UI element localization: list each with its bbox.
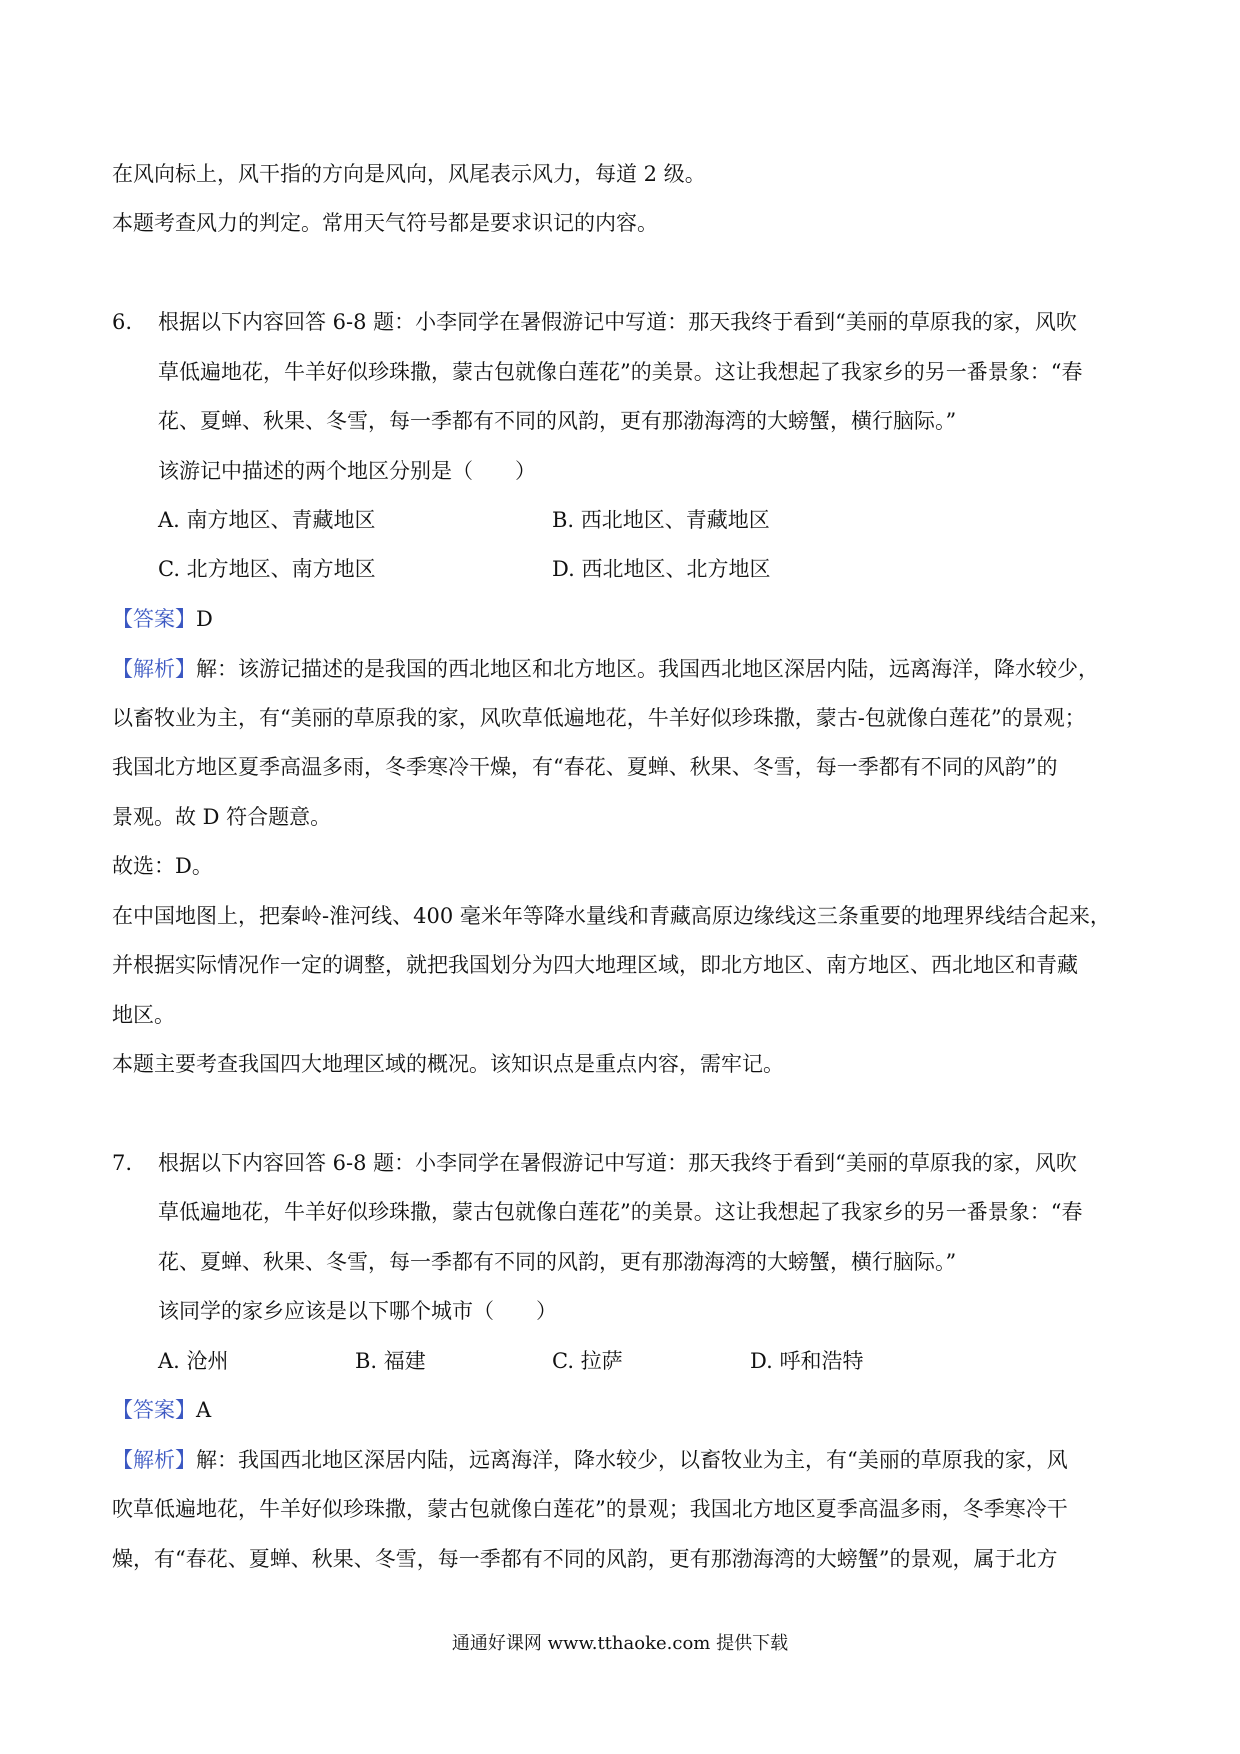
question-stem-line: 草低遍地花，牛羊好似珍珠撒，蒙古包就像白莲花”的美景。这让我想起了我家乡的另一番景象：“春 xyxy=(158,360,1083,384)
option-a: A. 沧州 xyxy=(158,1349,229,1373)
answer-line xyxy=(112,604,213,634)
question-stem-line: 草低遍地花，牛羊好似珍珠撒，蒙古包就像白莲花”的美景。这让我想起了我家乡的另一番景象：“春 xyxy=(158,1200,1083,1224)
question-number: 6. xyxy=(112,310,133,334)
answer-value: D xyxy=(196,607,213,631)
analysis-label: 【解析】 xyxy=(112,1448,196,1472)
option-c: C. 北方地区、南方地区 xyxy=(158,557,376,581)
analysis-text: 解：我国西北地区深居内陆，远离海洋，降水较少，以畜牧业为主，有“美丽的草原我的家，风 xyxy=(196,1448,1068,1472)
answer-value: A xyxy=(196,1398,212,1422)
question-stem-line: 花、夏蝉、秋果、冬雪，每一季都有不同的风韵，更有那渤海湾的大螃蟹，横行脑际。” xyxy=(158,409,957,433)
note-line: 本题主要考查我国四大地理区域的概况。该知识点是重点内容，需牢记。 xyxy=(112,1052,784,1076)
option-a: A. 南方地区、青藏地区 xyxy=(158,508,376,532)
option-b: B. 西北地区、青藏地区 xyxy=(552,508,770,532)
option-b: B. 福建 xyxy=(355,1349,426,1373)
question-stem-line: 根据以下内容回答 6-8 题：小李同学在暑假游记中写道：那天我终于看到“美丽的草原我的家，风吹 xyxy=(158,1151,1077,1175)
analysis-line: 吹草低遍地花，牛羊好似珍珠撒，蒙古包就像白莲花”的景观；我国北方地区夏季高温多雨，冬季寒冷干 xyxy=(112,1497,1068,1521)
question-prompt: 该游记中描述的两个地区分别是（ ） xyxy=(158,459,536,483)
choice-line: 故选：D。 xyxy=(112,854,213,878)
answer-label: 【答案】 xyxy=(112,607,196,631)
analysis-line: 以畜牧业为主，有“美丽的草原我的家，风吹草低遍地花，牛羊好似珍珠撒，蒙古-包就像白莲花”的景观； xyxy=(112,706,1086,730)
analysis-line: 燥，有“春花、夏蝉、秋果、冬雪，每一季都有不同的风韵，更有那渤海湾的大螃蟹”的景观，属于北方 xyxy=(112,1547,1058,1571)
analysis-label: 【解析】 xyxy=(112,657,196,681)
option-d: D. 呼和浩特 xyxy=(750,1349,864,1373)
prev-analysis-line-2: 本题考查风力的判定。常用天气符号都是要求识记的内容。 xyxy=(112,211,658,235)
question-prompt: 该同学的家乡应该是以下哪个城市（ ） xyxy=(158,1299,557,1323)
analysis-line xyxy=(112,1445,1068,1475)
question-number: 7. xyxy=(112,1151,133,1175)
answer-label: 【答案】 xyxy=(112,1398,196,1422)
option-d: D. 西北地区、北方地区 xyxy=(552,557,771,581)
analysis-line: 景观。故 D 符合题意。 xyxy=(112,805,332,829)
note-line: 并根据实际情况作一定的调整，就把我国划分为四大地理区域，即北方地区、南方地区、西北地区和青藏 xyxy=(112,953,1078,977)
analysis-line: 我国北方地区夏季高温多雨，冬季寒冷干燥，有“春花、夏蝉、秋果、冬雪，每一季都有不同的风韵”的 xyxy=(112,755,1058,779)
page-footer: 通通好课网 www.tthaoke.com 提供下载 xyxy=(451,1633,789,1654)
analysis-text: 解：该游记描述的是我国的西北地区和北方地区。我国西北地区深居内陆，远离海洋，降水较少， xyxy=(196,657,1099,681)
note-line: 地区。 xyxy=(112,1003,175,1027)
answer-line xyxy=(112,1395,211,1425)
option-c: C. 拉萨 xyxy=(552,1349,623,1373)
analysis-line xyxy=(112,654,1099,684)
question-stem-line: 根据以下内容回答 6-8 题：小李同学在暑假游记中写道：那天我终于看到“美丽的草原我的家，风吹 xyxy=(158,310,1077,334)
question-stem-line: 花、夏蝉、秋果、冬雪，每一季都有不同的风韵，更有那渤海湾的大螃蟹，横行脑际。” xyxy=(158,1250,957,1274)
prev-analysis-line-1: 在风向标上，风干指的方向是风向，风尾表示风力，每道 2 级。 xyxy=(112,162,706,186)
note-line: 在中国地图上，把秦岭-淮河线、400 毫米年等降水量线和青藏高原边缘线这三条重要的地理界线结合起来， xyxy=(112,904,1111,928)
